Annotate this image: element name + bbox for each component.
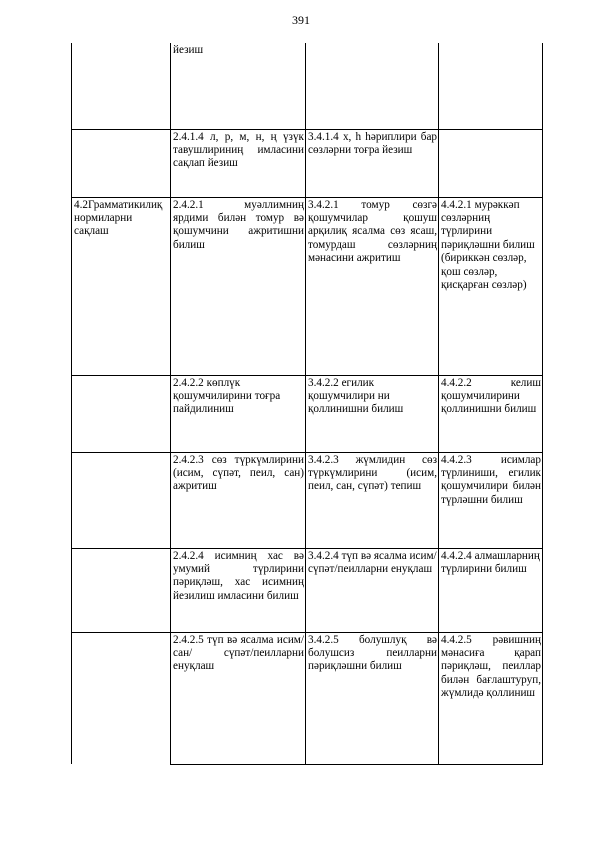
table-cell xyxy=(72,452,171,548)
section-heading: 4.2Грамматикилиқ нормиларни сақлаш xyxy=(74,198,163,238)
table-cell xyxy=(72,129,171,197)
table-cell: 4.4.2.5 рәвишниң мәнасиға қарап пәриқләш, пеиллар билән бағлаштуруп, жүмлидә қоллиниш xyxy=(439,632,543,764)
table-cell: 3.4.2.3 жүмлидин сөз түркүмлирини (исим, пеил, сан, сүпәт) тепиш xyxy=(306,452,439,548)
table-cell: 2.4.2.1 муәллимниң ярдими билән томур вә қошумчини ажритишни билиш xyxy=(171,197,306,375)
table-cell xyxy=(439,43,543,129)
table-cell xyxy=(72,548,171,632)
table-cell: 3.4.2.1 томур сөзгә қошумчилар қошуш арқилиқ ясалма сөз ясаш, томурдаш сөзләрниң мәнасини ажритиш xyxy=(306,197,439,375)
table-cell: йезиш xyxy=(171,43,306,129)
table-cell xyxy=(72,197,171,375)
table-cell: 4.4.2.3 исимлар түрлиниши, егилик қошумчилири билән түрләшни билиш xyxy=(439,452,543,548)
table-cell: 2.4.2.2 көплүк қошумчилирини тоғра пайдилиниш xyxy=(171,375,306,452)
table-row xyxy=(72,452,543,548)
table-cell xyxy=(72,375,171,452)
table-row xyxy=(72,43,543,129)
table-row xyxy=(72,375,543,452)
table-row xyxy=(72,197,543,375)
table-cell xyxy=(306,43,439,129)
table-cell: 3.4.2.4 түп вә ясалма исим/сүпәт/пеилларни енуқлаш xyxy=(306,548,439,632)
table-cell: 2.4.2.3 сөз түркүмлирини (исим, сүпәт, пеил, сан) ажритиш xyxy=(171,452,306,548)
table-cell xyxy=(72,43,171,129)
table-cell xyxy=(439,129,543,197)
table-cell: 4.4.2.1 мурәккәп сөзләрниң түрлирини пәриқләшни билиш (бириккән сөзләр, қош сөзләр, қисқарған сөзләр) xyxy=(439,197,543,375)
page-number: 391 xyxy=(292,13,310,27)
table-cell xyxy=(72,632,171,764)
table-cell: 2.4.2.5 түп вә ясалма исим/ сан/ сүпәт/пеилларни енуқлаш xyxy=(171,632,306,764)
table-row xyxy=(72,632,543,764)
table-cell: 3.4.2.2 егилик қошумчилири ни қоллинишни билиш xyxy=(306,375,439,452)
table-cell: 4.4.2.2 келиш қошумчилирини қоллинишни билиш xyxy=(439,375,543,452)
curriculum-table xyxy=(71,43,543,765)
table-cell: 3.4.1.4 х, һ һәриплири бар сөзләрни тоғра йезиш xyxy=(306,129,439,197)
table-cell: 3.4.2.5 болушлуқ вә болушсиз пеилларни пәриқләшни билиш xyxy=(306,632,439,764)
table-cell: 2.4.1.4 л, р, м, н, ң үзүк тавушлириниң имласини сақлап йезиш xyxy=(171,129,306,197)
table-row xyxy=(72,548,543,632)
table-cell: 4.4.2.4 алмашларниң түрлирини билиш xyxy=(439,548,543,632)
table-row xyxy=(72,129,543,197)
table-cell: 2.4.2.4 исимниң хас вә умумий түрлирини пәриқләш, хас исимниң йезилиш имласини билиш xyxy=(171,548,306,632)
